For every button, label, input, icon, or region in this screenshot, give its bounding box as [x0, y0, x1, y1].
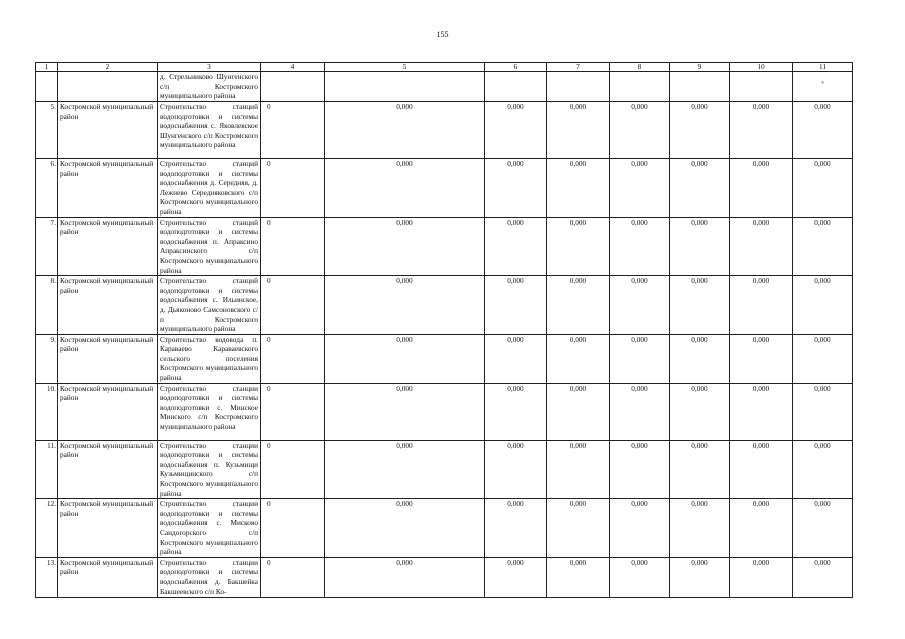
- col-4-value: 0: [261, 159, 325, 218]
- col-10-value: 0,000: [730, 383, 793, 440]
- column-number: 9: [670, 63, 730, 72]
- district-name: Костромской муниципальный район: [58, 440, 158, 499]
- district-name: Костромской муниципальный район: [58, 383, 158, 440]
- col-7-value: 0,000: [547, 334, 610, 383]
- continuation-row: [36, 72, 853, 102]
- column-number: 7: [547, 63, 610, 72]
- row-number: 12.: [36, 499, 58, 558]
- col-7-value: 0,000: [547, 499, 610, 558]
- col-5-value: 0,000: [325, 334, 485, 383]
- col-4-value: 0: [261, 499, 325, 558]
- object-name: Строительство станции водоподготовки и системы водоснабжения п. Кузьмищи Кузьмищинского с/п Костромского муниципального района: [158, 440, 261, 499]
- column-number: 4: [261, 63, 325, 72]
- column-number: 11: [793, 63, 853, 72]
- col-11-value: 0,000: [793, 102, 853, 159]
- col-9-value: 0,000: [670, 102, 730, 159]
- col-10-value: 0,000: [730, 557, 793, 597]
- stray-mark: *: [820, 80, 825, 88]
- col-11-value: 0,000: [793, 276, 853, 335]
- col-7-value: 0,000: [547, 102, 610, 159]
- district-name: Костромской муниципальный район: [58, 334, 158, 383]
- col-11-value: 0,000: [793, 499, 853, 558]
- table-row: [36, 217, 853, 276]
- district-name: Костромской муниципальный район: [58, 159, 158, 218]
- column-number: 5: [325, 63, 485, 72]
- row-number: 5.: [36, 102, 58, 159]
- col-10-value: 0,000: [730, 334, 793, 383]
- col-9-value: 0,000: [670, 334, 730, 383]
- col-6-value: 0,000: [485, 276, 547, 335]
- column-number: 8: [610, 63, 670, 72]
- column-number: 2: [58, 63, 158, 72]
- col-8-value: 0,000: [610, 159, 670, 218]
- col-7-value: 0,000: [547, 217, 610, 276]
- col-8-value: 0,000: [610, 499, 670, 558]
- column-number: 3: [158, 63, 261, 72]
- table-row: [36, 159, 853, 218]
- col-7-value: 0,000: [547, 440, 610, 499]
- table-row: [36, 276, 853, 335]
- col-6-value: 0,000: [485, 217, 547, 276]
- data-table: [35, 62, 853, 598]
- col-10-value: 0,000: [730, 440, 793, 499]
- page-number: 155: [436, 30, 449, 39]
- column-number: 6: [485, 63, 547, 72]
- object-name: Строительство станции водоподготовки и системы водоподготовки с. Минское Минского с/п Костромского муниципального района: [158, 383, 261, 440]
- table-row: [36, 499, 853, 558]
- table-row: [36, 102, 853, 159]
- col-11-value: 0,000: [793, 440, 853, 499]
- col-11-value: 0,000: [793, 334, 853, 383]
- col-7-value: 0,000: [547, 159, 610, 218]
- col-9-value: 0,000: [670, 159, 730, 218]
- col-5-value: 0,000: [325, 102, 485, 159]
- object-name: Строительство станции водоподготовки и системы водоснабжения с. Мисково Сандогорского с/п Костромского муниципального района: [158, 499, 261, 558]
- table-row: [36, 334, 853, 383]
- object-name: Строительство станций водоподготовки и системы водоснабжения с. Яковлевское Шунгенского с/п Костромского муниципального района: [158, 102, 261, 159]
- col-9-value: 0,000: [670, 276, 730, 335]
- column-number-header-row: [36, 63, 853, 72]
- col-5-value: 0,000: [325, 557, 485, 597]
- district-name: Костромской муниципальный район: [58, 217, 158, 276]
- col-5-value: 0,000: [325, 217, 485, 276]
- col-10-value: 0,000: [730, 276, 793, 335]
- col-6-value: 0,000: [485, 499, 547, 558]
- row-number: 13.: [36, 557, 58, 597]
- col-10-value: 0,000: [730, 102, 793, 159]
- district-name: Костромской муниципальный район: [58, 102, 158, 159]
- col-8-value: 0,000: [610, 276, 670, 335]
- col-5-value: 0,000: [325, 276, 485, 335]
- col-5-value: 0,000: [325, 440, 485, 499]
- col-10-value: 0,000: [730, 217, 793, 276]
- col-9-value: 0,000: [670, 217, 730, 276]
- col-4-value: 0: [261, 102, 325, 159]
- col-11-value: 0,000: [793, 557, 853, 597]
- object-name: Строительство станций водоподготовки и системы водоснабжения п. Апраксино Апраксинского с/п Костромского муниципального района: [158, 217, 261, 276]
- row-number: 11.: [36, 440, 58, 499]
- col-6-value: 0,000: [485, 159, 547, 218]
- col-10-value: 0,000: [730, 499, 793, 558]
- col-4-value: 0: [261, 440, 325, 499]
- col-8-value: 0,000: [610, 383, 670, 440]
- table-row: [36, 557, 853, 597]
- col-6-value: 0,000: [485, 440, 547, 499]
- row-number: 8.: [36, 276, 58, 335]
- object-name: Строительство станций водоподготовки и системы водоснабжения д. Середняя, д. Лежнево Середняковского с/п Костромского муниципального района: [158, 159, 261, 218]
- col-9-value: 0,000: [670, 557, 730, 597]
- table-row: [36, 440, 853, 499]
- col-9-value: 0,000: [670, 499, 730, 558]
- object-name: Строительство водовода п. Караваево Караваевского сельского поселения Костромского муниципального района: [158, 334, 261, 383]
- col-4-value: 0: [261, 276, 325, 335]
- col-5-value: 0,000: [325, 159, 485, 218]
- col-5-value: 0,000: [325, 383, 485, 440]
- col-6-value: 0,000: [485, 102, 547, 159]
- district-name: Костромской муниципальный район: [58, 276, 158, 335]
- col-8-value: 0,000: [610, 557, 670, 597]
- col-11-value: 0,000: [793, 383, 853, 440]
- col-8-value: 0,000: [610, 217, 670, 276]
- col-4-value: 0: [261, 217, 325, 276]
- table-row: [36, 383, 853, 440]
- col-7-value: 0,000: [547, 383, 610, 440]
- district-name: Костромской муниципальный район: [58, 499, 158, 558]
- row-number: 9.: [36, 334, 58, 383]
- col-7-value: 0,000: [547, 276, 610, 335]
- district-name: Костромской муниципальный район: [58, 557, 158, 597]
- col-4-value: 0: [261, 383, 325, 440]
- col-11-value: 0,000: [793, 217, 853, 276]
- object-name: д. Стрельниково Шунгенского с/п Костромского муниципального района: [158, 72, 261, 102]
- object-name: Строительство станции водоподготовки и системы водоснабжения д. Бакшейка Бакшеевского с/п Ко-: [158, 557, 261, 597]
- col-4-value: 0: [261, 557, 325, 597]
- col-6-value: 0,000: [485, 334, 547, 383]
- col-4-value: 0: [261, 334, 325, 383]
- col-10-value: 0,000: [730, 159, 793, 218]
- col-5-value: 0,000: [325, 499, 485, 558]
- col-8-value: 0,000: [610, 440, 670, 499]
- col-7-value: 0,000: [547, 557, 610, 597]
- column-number: 10: [730, 63, 793, 72]
- object-name: Строительство станций водоподготовки и системы водоснабжения с. Ильинское, д. Дьяконово Самсоновского с/п Костромского муниципального района: [158, 276, 261, 335]
- row-number: 7.: [36, 217, 58, 276]
- col-6-value: 0,000: [485, 557, 547, 597]
- col-8-value: 0,000: [610, 102, 670, 159]
- col-11-value: 0,000: [793, 159, 853, 218]
- col-9-value: 0,000: [670, 440, 730, 499]
- col-9-value: 0,000: [670, 383, 730, 440]
- col-8-value: 0,000: [610, 334, 670, 383]
- row-number: 6.: [36, 159, 58, 218]
- row-number: 10.: [36, 383, 58, 440]
- col-6-value: 0,000: [485, 383, 547, 440]
- column-number: 1: [36, 63, 58, 72]
